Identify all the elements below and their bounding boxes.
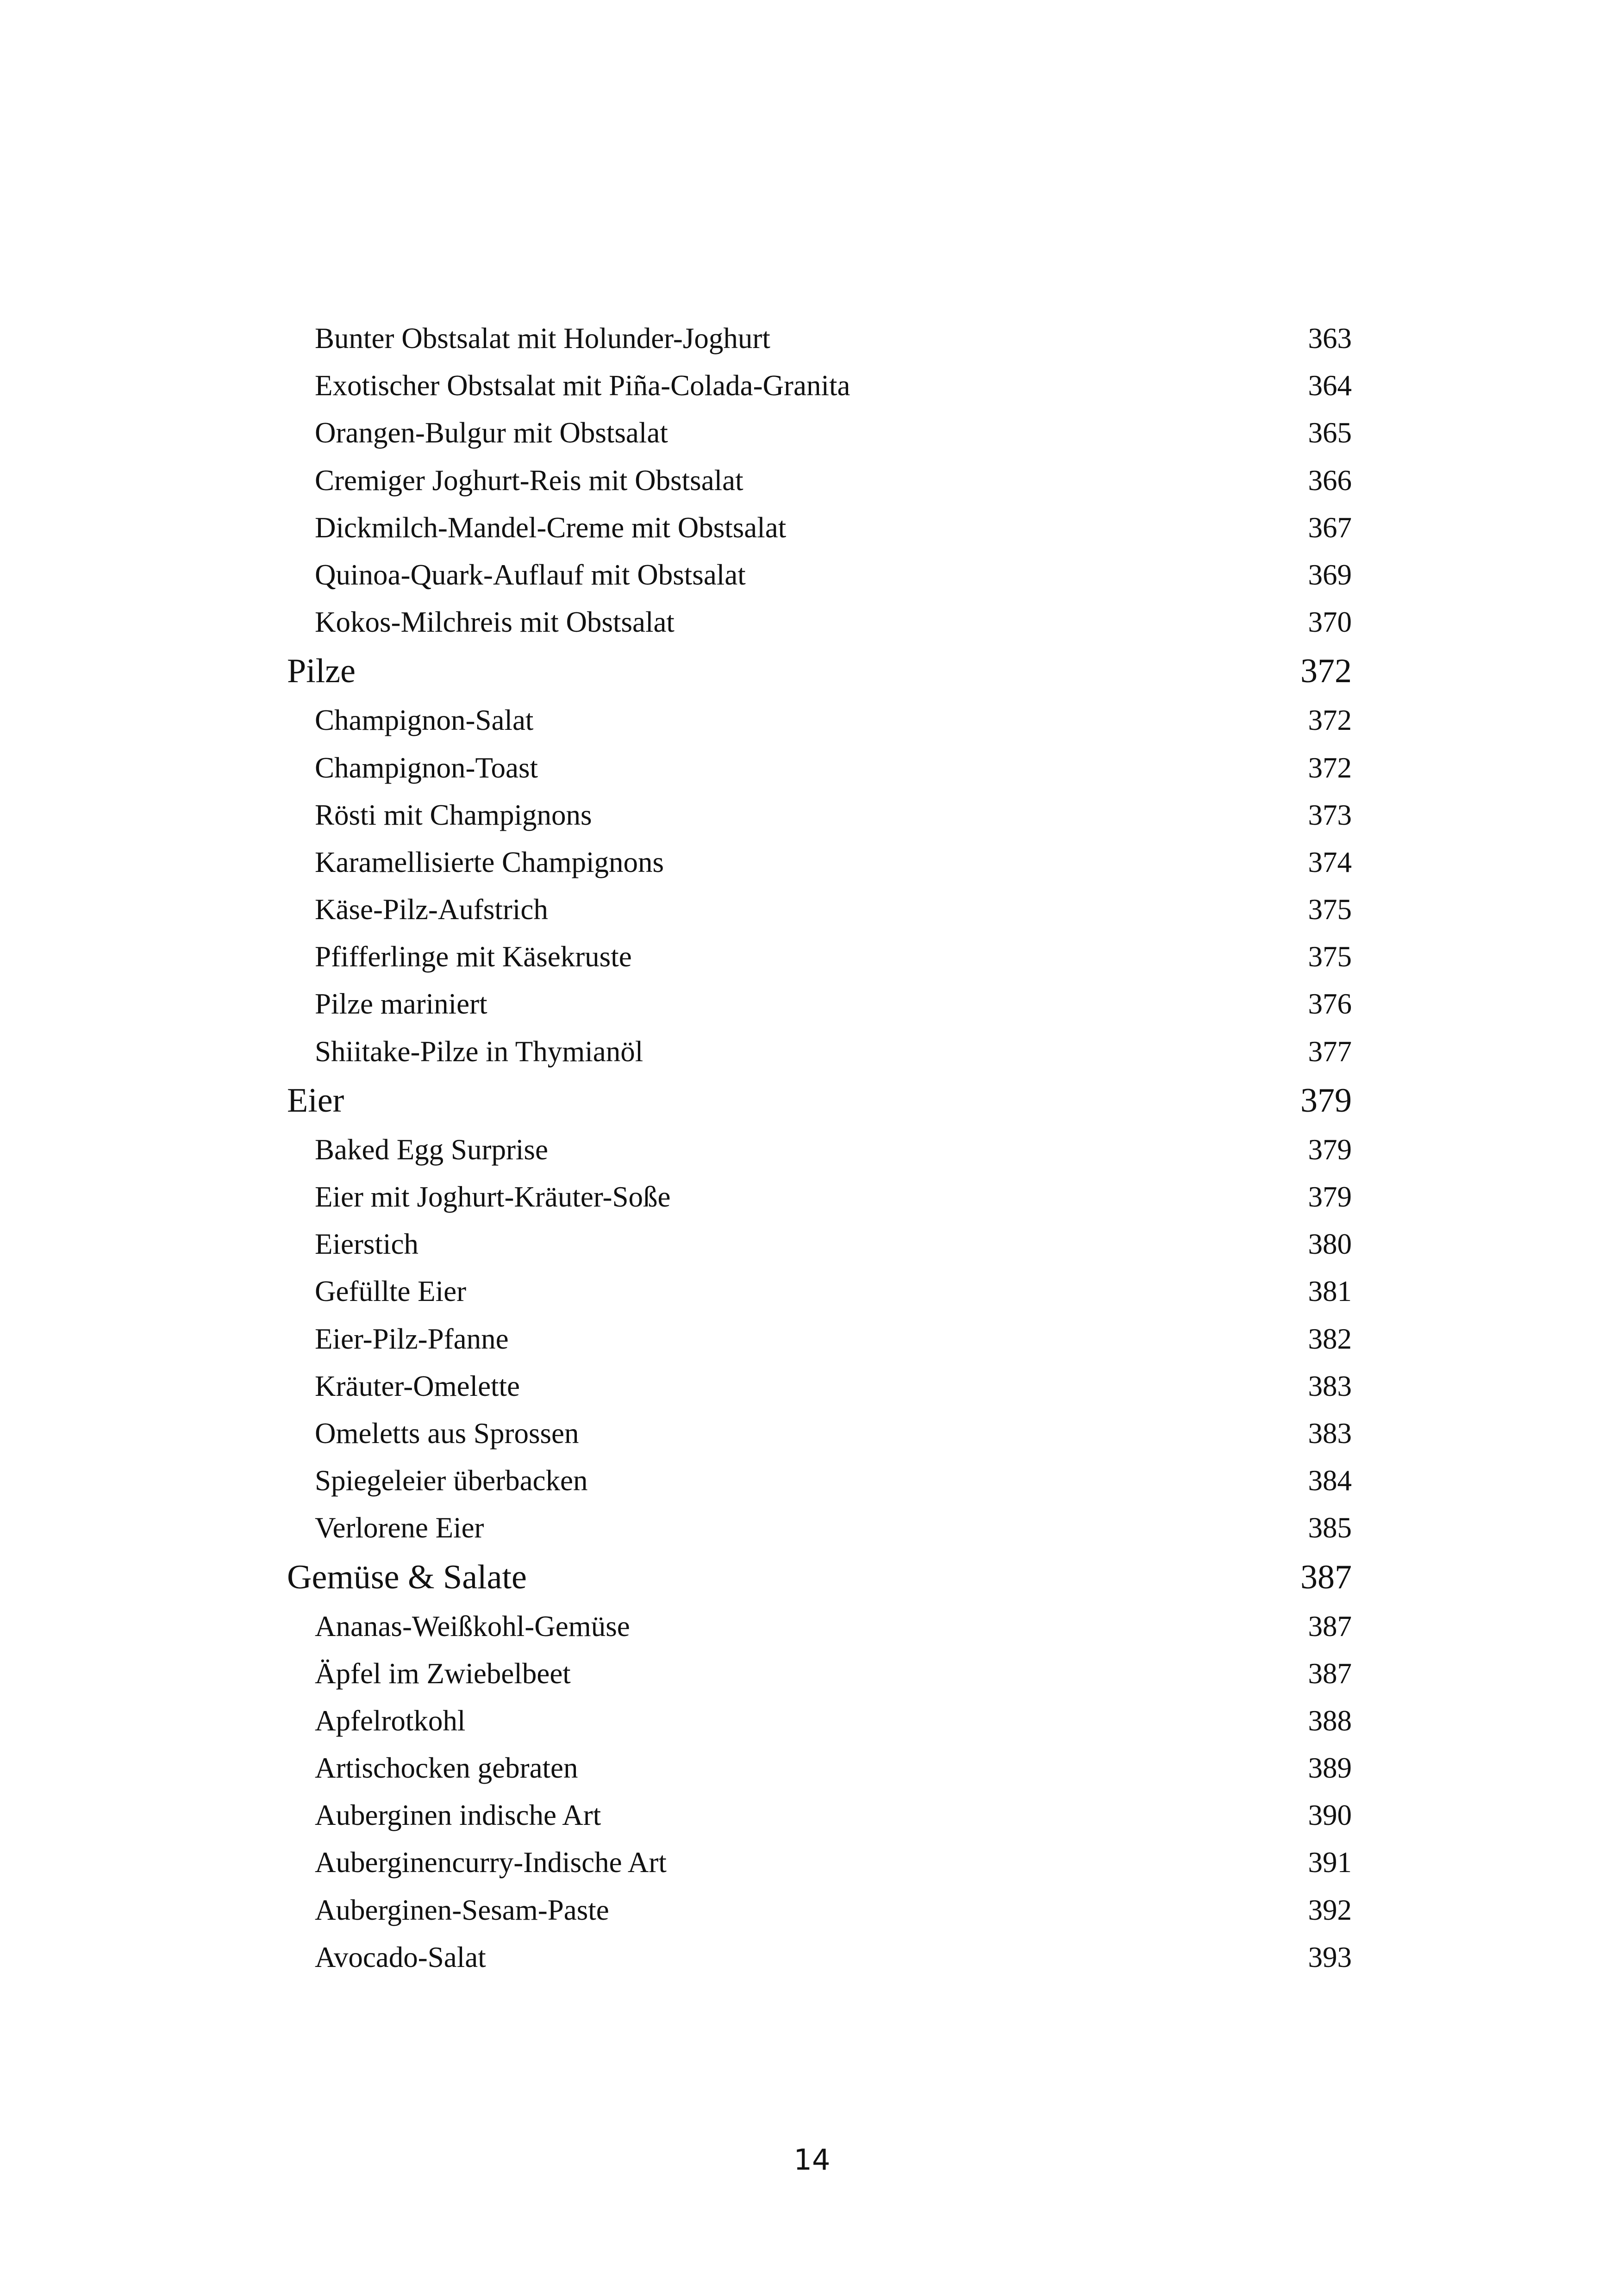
toc-page-number: 373 <box>1308 798 1352 831</box>
toc-page-number: 377 <box>1308 1035 1352 1068</box>
toc-entry-title: Kokos-Milchreis mit Obstsalat <box>315 606 675 639</box>
toc-section-title: Gemüse & Salate <box>287 1558 527 1596</box>
toc-page-number: 369 <box>1308 558 1352 591</box>
toc-entry-title: Pfifferlinge mit Käsekruste <box>315 940 632 973</box>
toc-entry[interactable] <box>287 362 1352 409</box>
toc-page-number: 392 <box>1308 1893 1352 1926</box>
toc-page-number: 364 <box>1308 369 1352 402</box>
toc-entry[interactable] <box>287 1126 1352 1173</box>
toc-entry-title: Auberginencurry-Indische Art <box>315 1846 667 1879</box>
toc-section-title: Eier <box>287 1081 344 1120</box>
toc-entry-title: Apfelrotkohl <box>315 1704 466 1737</box>
toc-entry[interactable] <box>287 1603 1352 1650</box>
toc-entry[interactable] <box>287 551 1352 598</box>
toc-entry[interactable] <box>287 886 1352 933</box>
toc-entry-title: Eier-Pilz-Pfanne <box>315 1322 509 1355</box>
toc-entry-title: Baked Egg Surprise <box>315 1133 548 1166</box>
toc-entry[interactable] <box>287 598 1352 646</box>
toc-page-number: 382 <box>1308 1322 1352 1355</box>
toc-entry[interactable] <box>287 409 1352 456</box>
toc-section-heading[interactable] <box>287 646 1352 697</box>
toc-page-number: 379 <box>1308 1133 1352 1166</box>
toc-page-number: 379 <box>1300 1081 1352 1120</box>
toc-page-number: 387 <box>1300 1558 1352 1596</box>
toc-entry[interactable] <box>287 1744 1352 1792</box>
toc-entry-title: Dickmilch-Mandel-Creme mit Obstsalat <box>315 511 787 544</box>
toc-entry[interactable] <box>287 1028 1352 1075</box>
toc-entry-title: Orangen-Bulgur mit Obstsalat <box>315 417 668 449</box>
toc-page-number: 388 <box>1308 1704 1352 1737</box>
toc-entry-title: Artischocken gebraten <box>315 1752 578 1785</box>
toc-page-number: 370 <box>1308 606 1352 639</box>
toc-entry-title: Exotischer Obstsalat mit Piña-Colada-Granita <box>315 369 850 402</box>
toc-entry-title: Quinoa-Quark-Auflauf mit Obstsalat <box>315 558 746 591</box>
toc-entry-title: Rösti mit Champignons <box>315 798 592 831</box>
toc-page-number: 372 <box>1308 751 1352 784</box>
toc-page-number: 390 <box>1308 1799 1352 1832</box>
toc-page-number: 387 <box>1308 1610 1352 1643</box>
toc-entry[interactable] <box>287 1650 1352 1697</box>
toc-entry-title: Pilze mariniert <box>315 988 487 1020</box>
toc-entry-title: Eierstich <box>315 1228 418 1261</box>
toc-entry-title: Käse-Pilz-Aufstrich <box>315 893 548 926</box>
toc-entry[interactable] <box>287 1839 1352 1886</box>
toc-page-number: 391 <box>1308 1846 1352 1879</box>
toc-entry[interactable] <box>287 1410 1352 1457</box>
toc-entry[interactable] <box>287 839 1352 886</box>
toc-entry[interactable] <box>287 457 1352 504</box>
toc-entry[interactable] <box>287 1697 1352 1744</box>
toc-entry[interactable] <box>287 1457 1352 1504</box>
toc-entry[interactable] <box>287 1363 1352 1410</box>
toc-entry[interactable] <box>287 791 1352 839</box>
toc-entry-title: Kräuter-Omelette <box>315 1369 520 1402</box>
toc-page-number: 385 <box>1308 1512 1352 1544</box>
toc-entry-title: Verlorene Eier <box>315 1512 484 1544</box>
toc-page-number: 383 <box>1308 1417 1352 1450</box>
toc-page-number: 367 <box>1308 511 1352 544</box>
toc-page-number: 379 <box>1308 1181 1352 1213</box>
toc-entry-title: Auberginen-Sesam-Paste <box>315 1893 609 1926</box>
toc-entry-title: Bunter Obstsalat mit Holunder-Joghurt <box>315 322 770 355</box>
toc-entry-title: Eier mit Joghurt-Kräuter-Soße <box>315 1181 671 1213</box>
toc-section-heading[interactable] <box>287 1552 1352 1603</box>
toc-section-title: Pilze <box>287 652 356 691</box>
toc-page-number: 363 <box>1308 322 1352 355</box>
toc-entry[interactable] <box>287 1934 1352 1981</box>
toc-entry-title: Cremiger Joghurt-Reis mit Obstsalat <box>315 464 743 497</box>
toc-entry[interactable] <box>287 933 1352 980</box>
toc-entry-title: Karamellisierte Champignons <box>315 846 664 878</box>
toc-entry[interactable] <box>287 980 1352 1027</box>
toc-entry[interactable] <box>287 1173 1352 1220</box>
toc-entry[interactable] <box>287 1504 1352 1551</box>
toc-page-number: 375 <box>1308 940 1352 973</box>
toc-page-number: 381 <box>1308 1275 1352 1308</box>
page-number: 14 <box>793 2143 831 2177</box>
toc-page-number: 393 <box>1308 1941 1352 1973</box>
toc-entry-title: Äpfel im Zwiebelbeet <box>315 1657 571 1690</box>
toc-page-number: 375 <box>1308 893 1352 926</box>
toc-page-number: 387 <box>1308 1657 1352 1690</box>
toc-page-number: 389 <box>1308 1752 1352 1785</box>
toc-page-number: 366 <box>1308 464 1352 497</box>
toc-page-number: 365 <box>1308 417 1352 449</box>
toc-entry[interactable] <box>287 1315 1352 1363</box>
toc-entry[interactable] <box>287 1792 1352 1839</box>
toc-page-number: 383 <box>1308 1369 1352 1402</box>
toc-page-number: 376 <box>1308 988 1352 1020</box>
toc-entry-title: Spiegeleier überbacken <box>315 1464 588 1497</box>
toc-entry[interactable] <box>287 1886 1352 1934</box>
toc-page-number: 372 <box>1300 652 1352 691</box>
toc-entry[interactable] <box>287 744 1352 791</box>
toc-entry-title: Champignon-Toast <box>315 751 538 784</box>
toc-entry-title: Ananas-Weißkohl-Gemüse <box>315 1610 630 1643</box>
toc-entry-title: Avocado-Salat <box>315 1941 486 1973</box>
toc-entry-title: Shiitake-Pilze in Thymianöl <box>315 1035 643 1068</box>
toc-entry-title: Champignon-Salat <box>315 704 534 737</box>
table-of-contents <box>287 315 1352 1981</box>
toc-entry[interactable] <box>287 1220 1352 1268</box>
toc-page-number: 380 <box>1308 1228 1352 1261</box>
toc-section-heading[interactable] <box>287 1075 1352 1126</box>
toc-entry-title: Gefüllte Eier <box>315 1275 467 1308</box>
toc-page-number: 384 <box>1308 1464 1352 1497</box>
toc-entry[interactable] <box>287 697 1352 744</box>
toc-entry[interactable] <box>287 315 1352 362</box>
toc-entry-title: Omeletts aus Sprossen <box>315 1417 579 1450</box>
toc-page-number: 374 <box>1308 846 1352 878</box>
toc-page-number: 372 <box>1308 704 1352 737</box>
toc-entry[interactable] <box>287 1268 1352 1315</box>
toc-entry[interactable] <box>287 504 1352 551</box>
toc-entry-title: Auberginen indische Art <box>315 1799 601 1832</box>
